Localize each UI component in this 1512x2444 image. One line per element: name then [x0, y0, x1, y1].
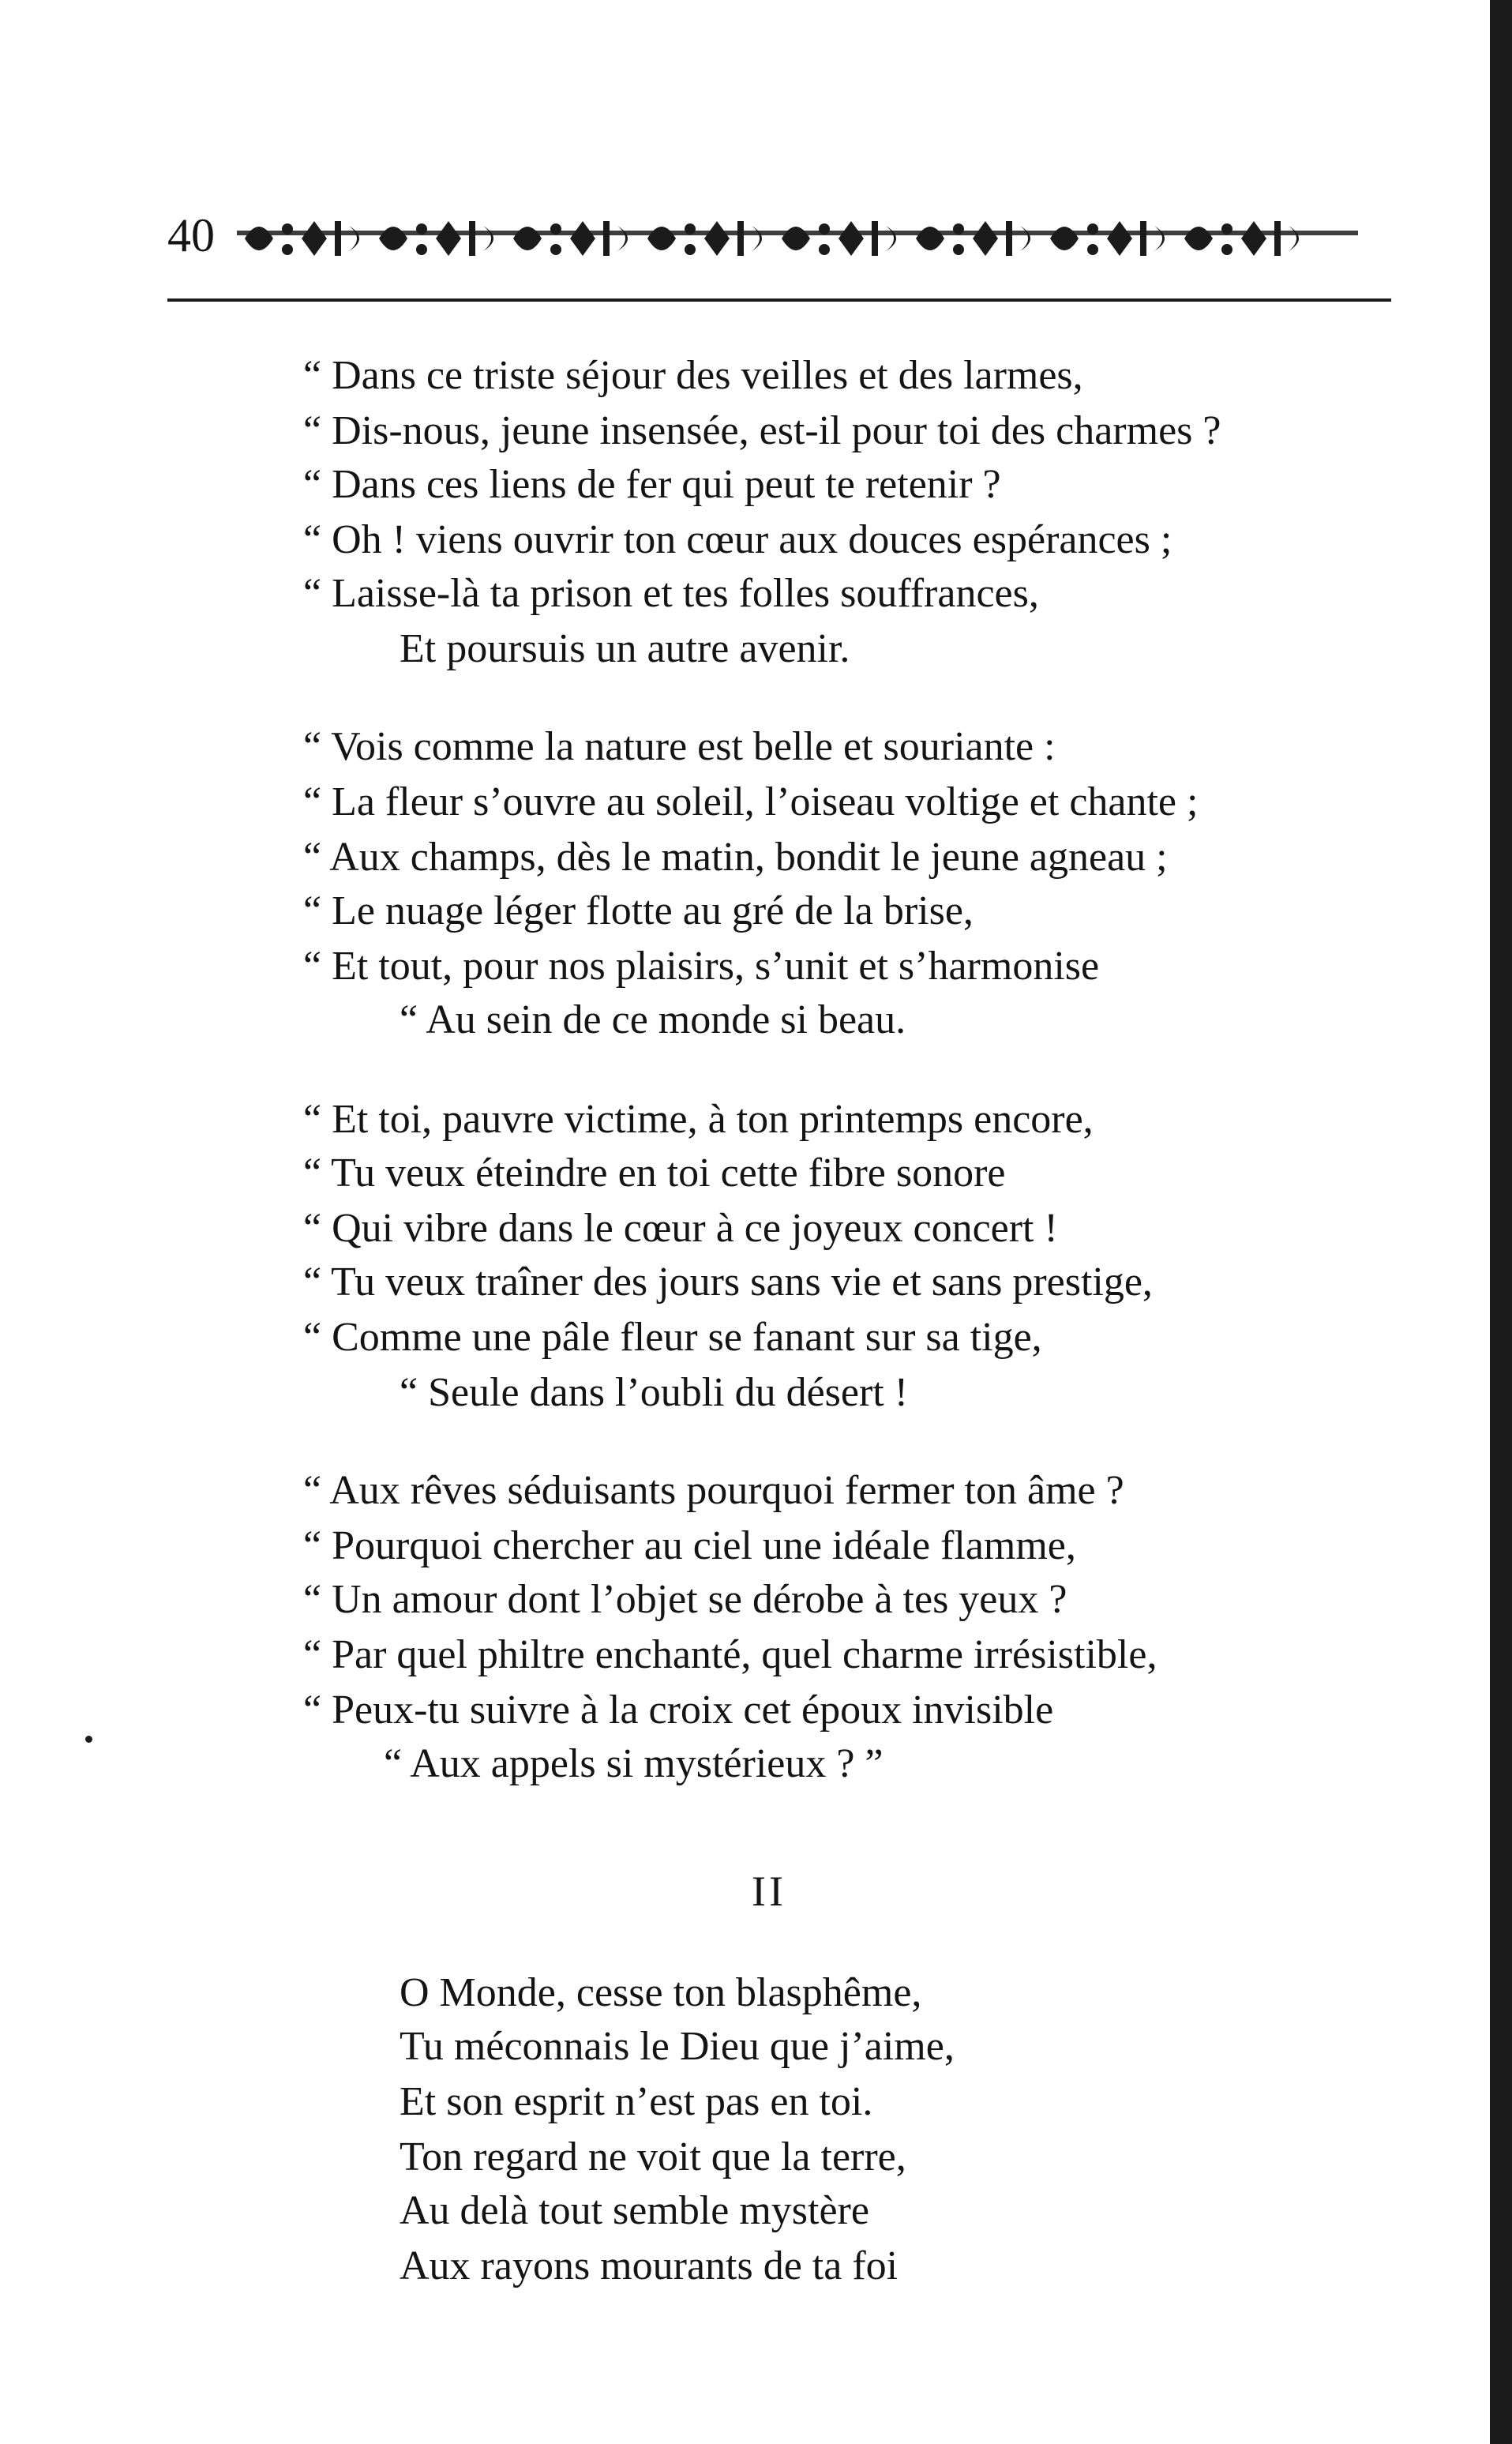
verse-line: Aux rayons mourants de ta foi — [400, 2243, 899, 2288]
verse-line: “ Au sein de ce monde si beau. — [400, 997, 906, 1042]
verse-line: “ Aux appels si mystérieux ? ” — [384, 1741, 884, 1786]
section-numeral: II — [752, 1868, 786, 1915]
scan-edge-shadow — [1490, 0, 1512, 2444]
verse-line: Tu méconnais le Dieu que j’aime, — [400, 2024, 955, 2069]
verse-line: “ Dans ce triste séjour des veilles et des larmes, — [303, 353, 1083, 398]
verse-line: “ Et toi, pauvre victime, à ton printemps encore, — [303, 1097, 1094, 1142]
verse-line: “ Aux champs, dès le matin, bondit le jeune agneau ; — [303, 835, 1168, 880]
verse-line: Et poursuis un autre avenir. — [400, 626, 850, 671]
page-number: 40 — [167, 209, 215, 261]
decorative-header-ornament-icon — [237, 207, 1358, 272]
verse-line: O Monde, cesse ton blasphême, — [400, 1970, 922, 2015]
verse-line: “ Vois comme la nature est belle et souriante : — [303, 724, 1056, 769]
verse-line: “ Dis-nous, jeune insensée, est-il pour toi des charmes ? — [303, 408, 1221, 453]
verse-line: “ Oh ! viens ouvrir ton cœur aux douces espérances ; — [303, 517, 1172, 562]
verse-line: “ Peux-tu suivre à la croix cet époux invisible — [303, 1688, 1054, 1733]
verse-line: Et son esprit n’est pas en toi. — [400, 2079, 873, 2124]
verse-line: “ Qui vibre dans le cœur à ce joyeux concert ! — [303, 1206, 1058, 1251]
verse-line: “ Et tout, pour nos plaisirs, s’unit et s’harmonise — [303, 944, 1100, 989]
verse-line: “ Aux rêves séduisants pourquoi fermer ton âme ? — [303, 1468, 1124, 1513]
verse-line: “ Par quel philtre enchanté, quel charme irrésistible, — [303, 1632, 1157, 1677]
verse-line: “ Seule dans l’oubli du désert ! — [400, 1370, 909, 1415]
verse-line: “ Le nuage léger flotte au gré de la brise, — [303, 888, 974, 933]
verse-line: “ Tu veux éteindre en toi cette fibre sonore — [303, 1151, 1006, 1196]
verse-line: “ Un amour dont l’objet se dérobe à tes yeux ? — [303, 1577, 1067, 1622]
verse-line: “ Tu veux traîner des jours sans vie et sans prestige, — [303, 1260, 1153, 1305]
verse-line: Au delà tout semble mystère — [400, 2188, 869, 2233]
header-rule — [167, 297, 1391, 303]
verse-line: “ Comme une pâle fleur se fanant sur sa tige, — [303, 1315, 1042, 1360]
verse-line: Ton regard ne voit que la terre, — [400, 2134, 906, 2179]
verse-line: “ La fleur s’ouvre au soleil, l’oiseau voltige et chante ; — [303, 779, 1199, 824]
margin-dot — [85, 1736, 92, 1743]
verse-line: “ Laisse-là ta prison et tes folles souffrances, — [303, 571, 1039, 616]
verse-line: “ Pourquoi chercher au ciel une idéale flamme, — [303, 1523, 1076, 1568]
verse-line: “ Dans ces liens de fer qui peut te retenir ? — [303, 462, 1001, 507]
